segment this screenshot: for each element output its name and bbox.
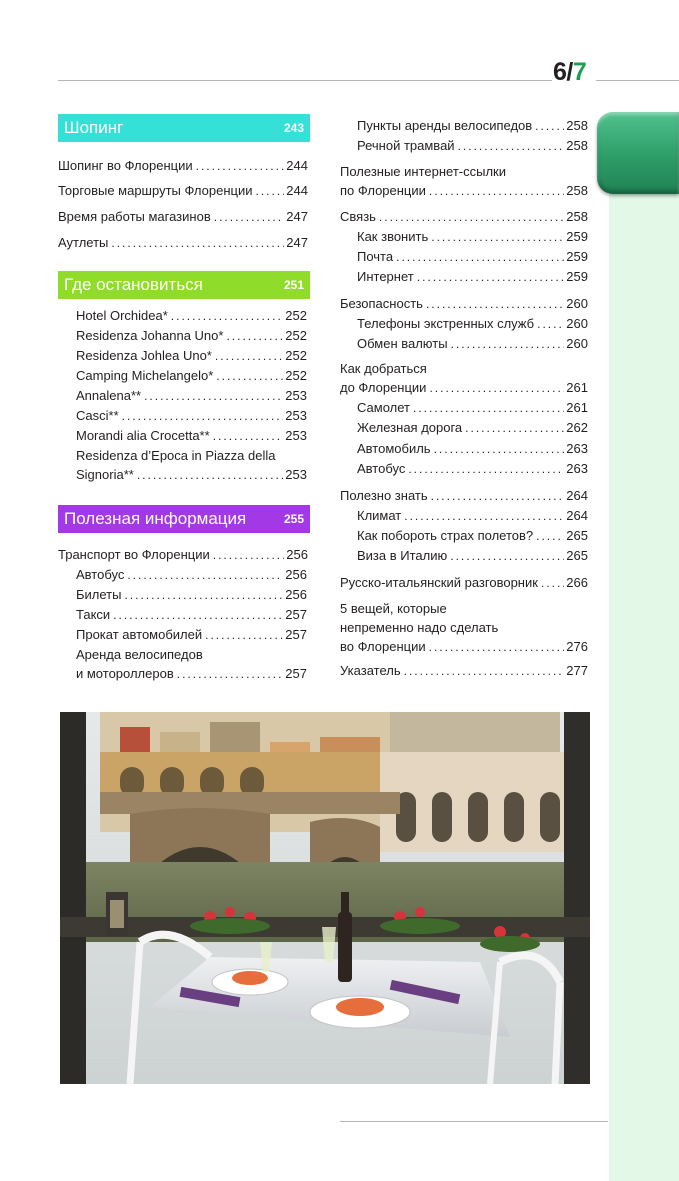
toc-entry[interactable]: Аренда велосипедов и мотороллеров ..... 257 xyxy=(76,645,307,684)
toc-entry[interactable]: Residenza d’Epoca in Piazza della Signoria** ..... 253 xyxy=(76,446,307,485)
toc-entry[interactable]: Полезные интернет-ссылки по Флоренции ..... 258 xyxy=(340,162,588,201)
section-header-info[interactable] xyxy=(58,505,310,533)
toc-entry[interactable]: Виза в Италию ..... 265 xyxy=(357,546,588,566)
toc-entry[interactable]: Железная дорога ..... 262 xyxy=(357,418,588,438)
toc-entry[interactable]: Интернет ..... 259 xyxy=(357,267,588,287)
section-title: Где остановиться xyxy=(64,275,203,294)
toc-entry[interactable]: Как звонить ..... 259 xyxy=(357,227,588,247)
toc-entry[interactable]: Residenza Johanna Uno* ..... 252 xyxy=(76,326,307,346)
florence-photo xyxy=(60,712,590,1084)
bottom-rule xyxy=(340,1121,608,1122)
toc-entry[interactable]: Безопасность ..... 260 xyxy=(340,294,588,314)
toc-entry[interactable]: Шопинг во Флоренции ..... 244 xyxy=(58,156,308,176)
toc-entry[interactable]: Как добраться до Флоренции ..... 261 xyxy=(340,359,588,398)
section-header-shopping[interactable] xyxy=(58,114,310,142)
toc-entry[interactable]: Residenza Johlea Uno* ..... 252 xyxy=(76,346,307,366)
toc-entry[interactable]: Hotel Orchidea* ..... 252 xyxy=(76,306,307,326)
toc-entry[interactable]: Указатель ..... 277 xyxy=(340,661,588,681)
toc-entry[interactable]: Как побороть страх полетов? ..... 265 xyxy=(357,526,588,546)
photo-illustration xyxy=(60,712,590,1084)
section-page: 243 xyxy=(283,121,304,135)
toc-entry[interactable]: Билеты ..... 256 xyxy=(76,585,307,605)
toc-entry[interactable]: Автобус ..... 256 xyxy=(76,565,307,585)
toc-entry[interactable]: Morandi alia Crocetta** ..... 253 xyxy=(76,426,307,446)
toc-entry[interactable]: Camping Michelangelo* ..... 252 xyxy=(76,366,307,386)
toc-entry[interactable]: Время работы магазинов ..... 247 xyxy=(58,207,308,227)
toc-entry[interactable]: Автобус ..... 263 xyxy=(357,459,588,479)
toc-entry[interactable]: Связь ..... 258 xyxy=(340,207,588,227)
toc-entry[interactable]: Русско-итальянский разговорник ..... 266 xyxy=(340,573,588,593)
toc-entry[interactable]: Торговые маршруты Флоренции ..... 244 xyxy=(58,181,308,201)
toc-entry[interactable]: Автомобиль ..... 263 xyxy=(357,439,588,459)
section-header-stay[interactable] xyxy=(58,271,310,299)
toc-entry[interactable]: Самолет ..... 261 xyxy=(357,398,588,418)
toc-entry[interactable]: Речной трамвай ..... 258 xyxy=(357,136,588,156)
toc-entry[interactable]: Транспорт во Флоренции ..... 256 xyxy=(58,545,308,565)
side-strip xyxy=(609,150,679,1181)
toc-entry[interactable]: Обмен валюты ..... 260 xyxy=(357,334,588,354)
chapter-tab[interactable] xyxy=(597,112,679,194)
toc-entry[interactable]: Casci** ..... 253 xyxy=(76,406,307,426)
toc-entry[interactable]: Пункты аренды велосипедов ..... 258 xyxy=(357,116,588,136)
toc-entry[interactable]: Аутлеты ..... 247 xyxy=(58,233,308,253)
section-title: Полезная информация xyxy=(64,509,247,528)
toc-entry[interactable]: Annalena** ..... 253 xyxy=(76,386,307,406)
toc-entry[interactable]: Телефоны экстренных служб ..... 260 xyxy=(357,314,588,334)
page-number: 6/7 xyxy=(553,58,587,86)
top-rule xyxy=(58,80,552,81)
toc-entry[interactable]: Климат ..... 264 xyxy=(357,506,588,526)
section-page: 255 xyxy=(283,512,304,526)
section-title: Шопинг xyxy=(64,118,124,137)
top-rule-right xyxy=(596,80,679,81)
toc-entry[interactable]: Почта ..... 259 xyxy=(357,247,588,267)
toc-entry[interactable]: Прокат автомобилей ..... 257 xyxy=(76,625,307,645)
toc-entry[interactable]: Такси ..... 257 xyxy=(76,605,307,625)
toc-entry[interactable]: 5 вещей, которые непременно надо сделать во Флоренции ..... 276 xyxy=(340,599,588,657)
toc-entry[interactable]: Полезно знать ..... 264 xyxy=(340,486,588,506)
section-page: 251 xyxy=(283,278,304,292)
